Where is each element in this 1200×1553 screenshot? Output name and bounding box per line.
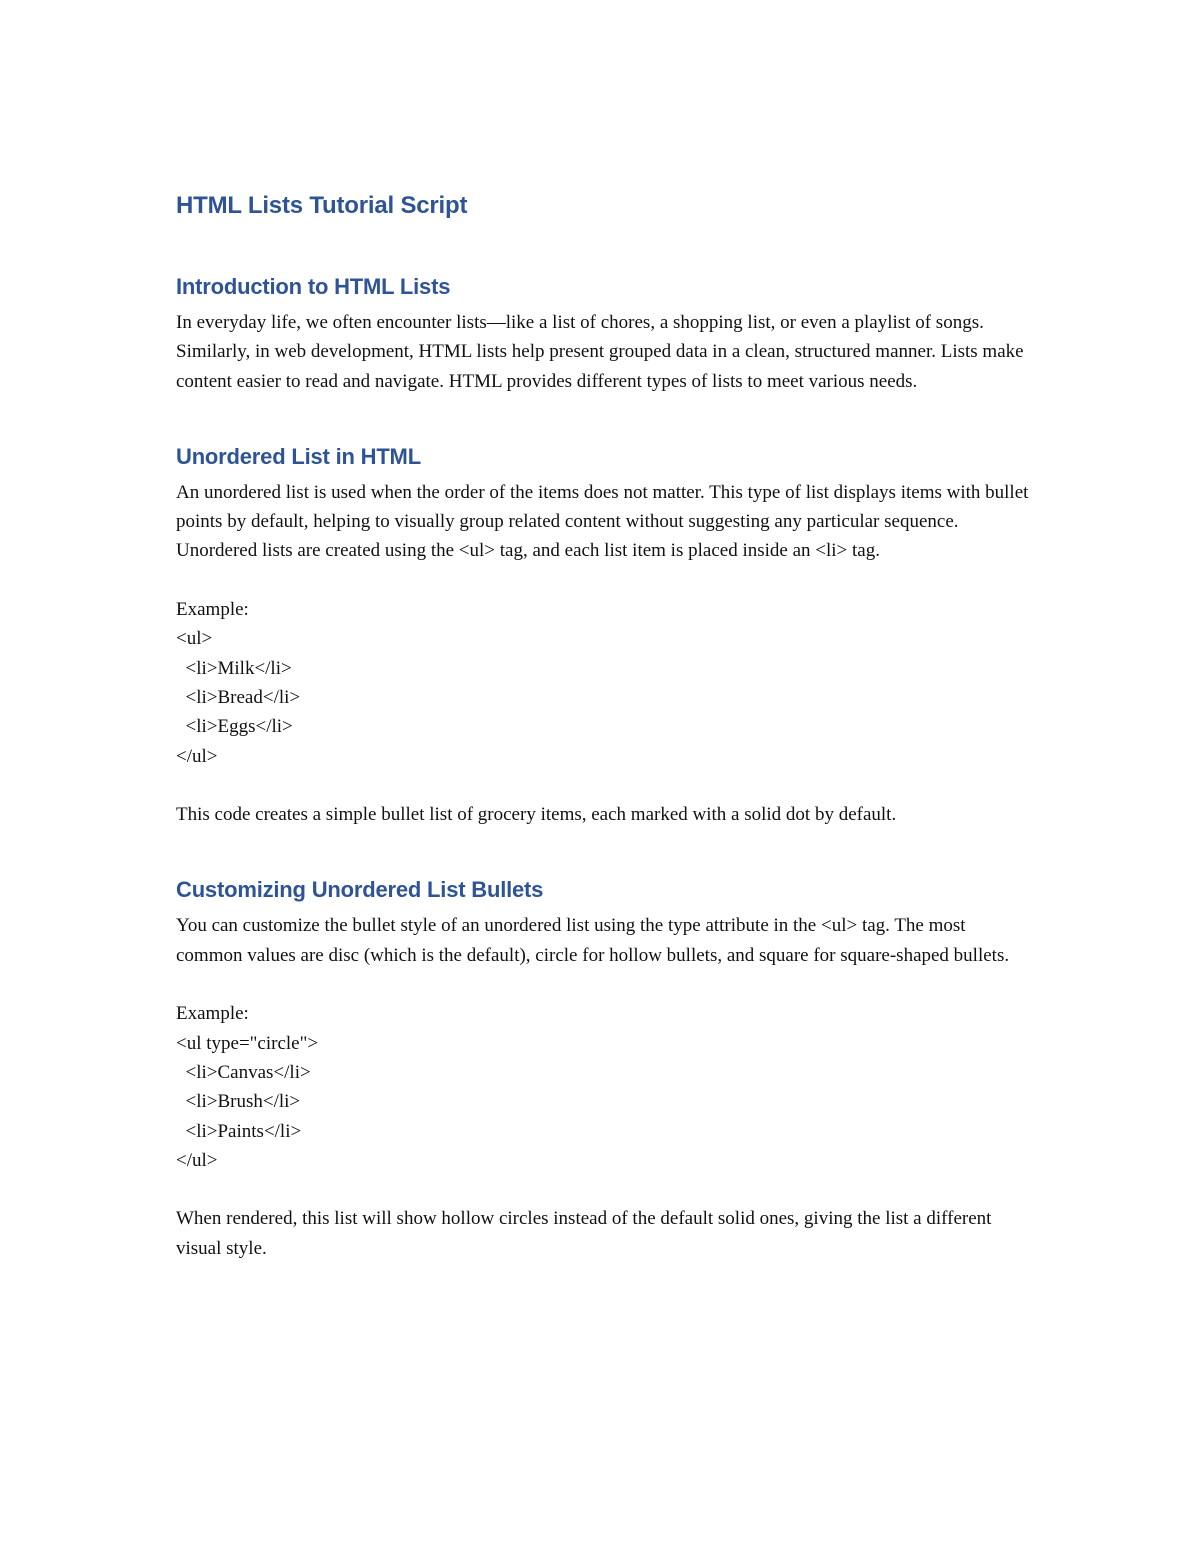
section-heading-unordered-list: Unordered List in HTML: [176, 443, 421, 469]
example-label: Example:: [176, 1003, 249, 1025]
code-line: <li>Milk</li>: [176, 657, 292, 679]
code-line: <li>Brush</li>: [176, 1091, 301, 1113]
document-title: HTML Lists Tutorial Script: [176, 192, 468, 219]
section-paragraph-unordered-list: An unordered list is used when the order of the items does not matter. This type of list displays items with bullet points by default, helping to visually group related content without suggesting any particular sequence. Unordered lists are created using the <ul> tag, and each list item is placed inside an <li> tag.: [176, 481, 1034, 562]
code-line: <li>Eggs</li>: [176, 716, 293, 738]
code-line: <li>Paints</li>: [176, 1120, 302, 1142]
code-line: <ul type="circle">: [176, 1032, 319, 1054]
section-paragraph-introduction: In everyday life, we often encounter lists—like a list of chores, a shopping list, or even a playlist of songs. Similarly, in web development, HTML lists help present grouped data in a clean, structured manner. Lists make content easier to read and navigate. HTML provides different types of lists to meet various needs.: [176, 312, 1029, 392]
section-spacer: [176, 396, 1036, 442]
blank-line: [176, 771, 1036, 800]
blank-line: [176, 566, 1036, 595]
code-example-block: [176, 624, 1036, 770]
section-heading-customizing-bullets: Customizing Unordered List Bullets: [176, 877, 544, 903]
code-line: <ul>: [176, 628, 213, 650]
section-paragraph-customizing-bullets: You can customize the bullet style of an unordered list using the type attribute in the <ul> tag. The most common values are disc (which is the default), circle for hollow bullets, and square for square-shaped bullets.: [176, 915, 1010, 966]
document-body: [176, 190, 1036, 1263]
blank-line: [176, 1175, 1036, 1204]
code-line: <li>Canvas</li>: [176, 1061, 311, 1083]
section-heading-introduction: Introduction to HTML Lists: [176, 274, 451, 299]
code-example-block: [176, 1029, 1036, 1175]
section-paragraph-explanation: This code creates a simple bullet list of grocery items, each marked with a solid dot by default.: [176, 804, 897, 826]
code-line: <li>Bread</li>: [176, 686, 301, 708]
section-paragraph-explanation: When rendered, this list will show hollow circles instead of the default solid ones, giving the list a different visual style.: [176, 1208, 997, 1259]
example-label: Example:: [176, 599, 249, 621]
code-line: </ul>: [176, 745, 218, 767]
blank-line: [176, 970, 1036, 999]
code-line: </ul>: [176, 1149, 218, 1171]
section-spacer: [176, 829, 1036, 875]
